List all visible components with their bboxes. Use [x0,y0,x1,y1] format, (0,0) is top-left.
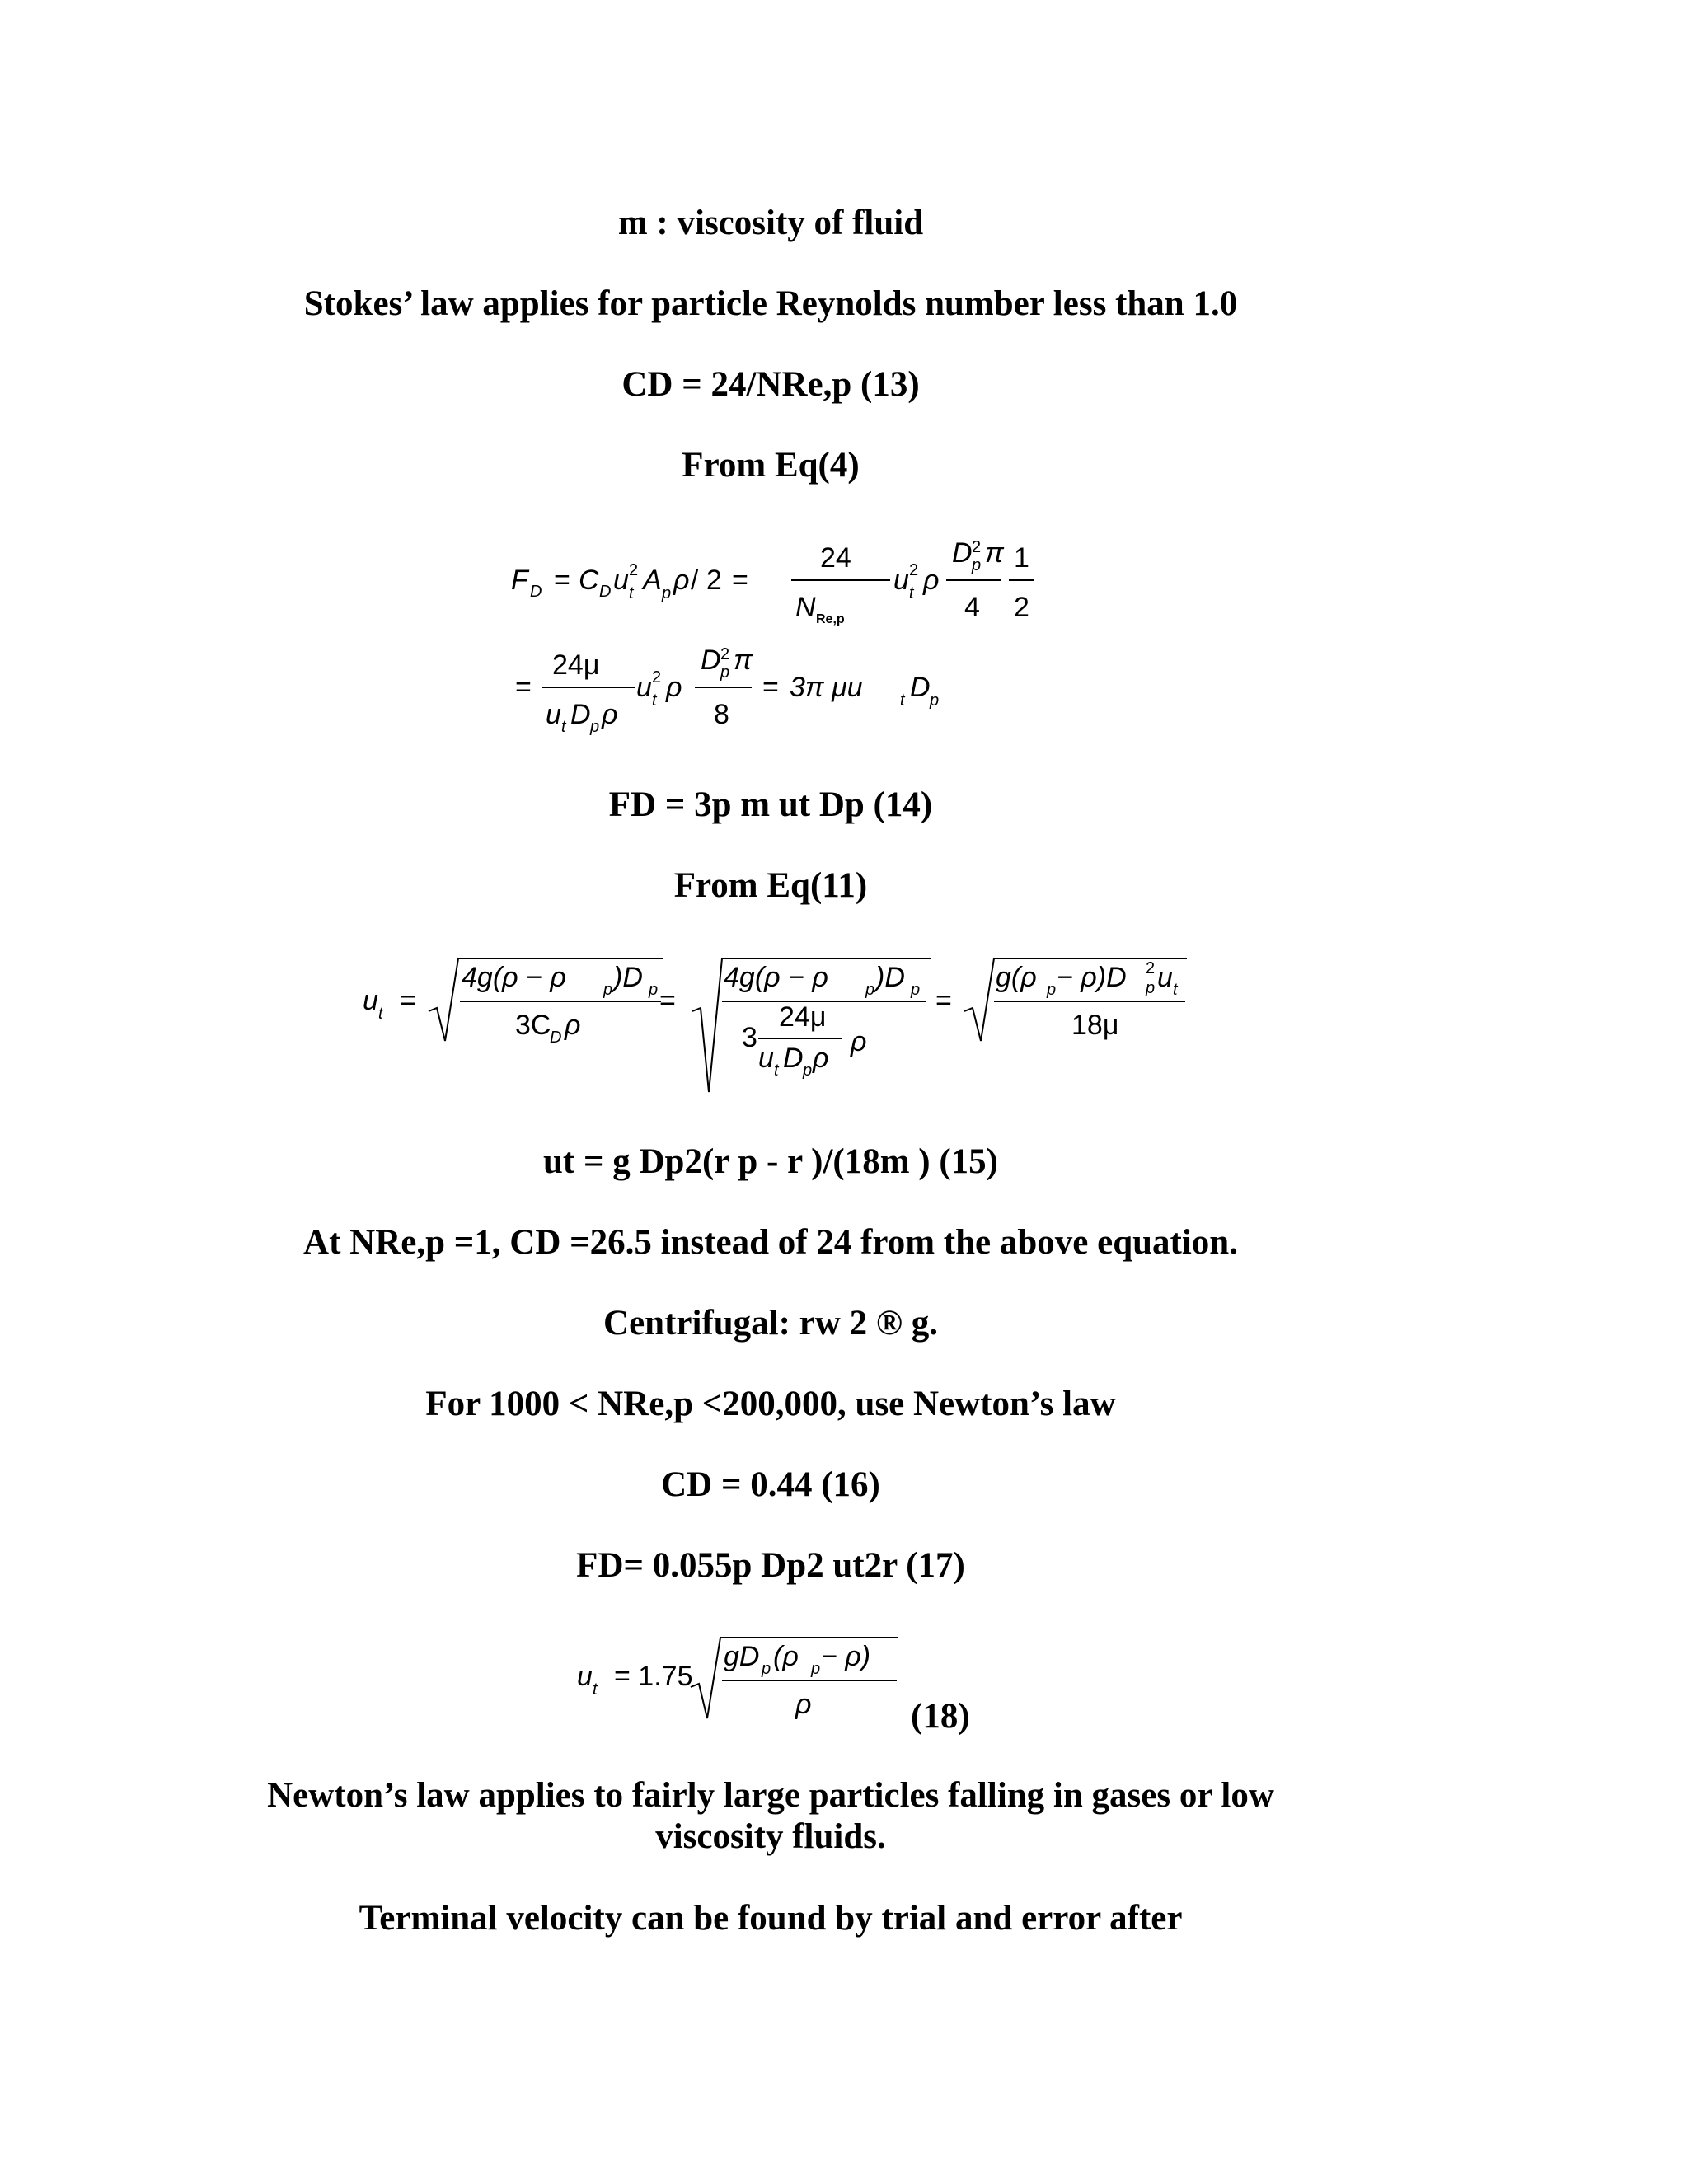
svg-text:π: π [734,644,753,676]
text-centrifugal: Centrifugal: rw 2 ® g. [603,1304,938,1343]
svg-text:=: = [762,672,779,703]
svg-text:u: u [1157,962,1173,993]
formula-drag-force-simplified [511,635,973,750]
svg-text:t: t [909,584,914,602]
svg-text:Re,p: Re,p [816,612,845,626]
text-viscosity: m : viscosity of fluid [617,204,924,242]
equation-14: FD = 3p m ut Dp (14) [608,785,933,824]
svg-text:t: t [652,691,657,710]
svg-text:p: p [1047,981,1057,999]
svg-text:=: = [935,985,952,1016]
svg-text:p: p [972,556,982,574]
equation-17: FD= 0.055p Dp2 ut2r (17) [576,1546,965,1585]
svg-text:=: = [554,565,570,596]
svg-text:ρ: ρ [602,699,618,730]
svg-text:=: = [515,672,532,703]
svg-text:u: u [577,1661,593,1692]
svg-text:p: p [865,981,875,999]
text-stokes-law: Stokes’ law applies for particle Reynolds number less than 1.0 [303,284,1238,323]
formula-newton-velocity [569,1628,915,1735]
svg-text:t: t [774,1062,779,1080]
svg-text:u: u [363,985,378,1016]
svg-text:2: 2 [909,561,919,579]
svg-text:u: u [613,565,629,596]
svg-text:24μ: 24μ [779,1001,827,1033]
svg-text:ρ: ρ [673,565,690,596]
svg-text:(ρ: (ρ [773,1641,799,1672]
svg-text:p: p [811,1660,821,1678]
equation-16: CD = 0.44 (16) [661,1465,880,1504]
svg-text:p: p [930,691,940,710]
svg-text:p: p [720,663,730,682]
svg-text:D: D [599,583,612,601]
svg-text:ρ: ρ [813,1043,829,1074]
svg-text:ρ: ρ [565,1010,581,1041]
svg-text:)D: )D [613,962,643,993]
svg-text:4g(ρ − ρ: 4g(ρ − ρ [724,962,828,993]
text-from-eq4: From Eq(4) [682,446,860,485]
svg-text:4: 4 [964,592,980,623]
svg-text:N: N [795,592,816,623]
svg-text:− ρ)D: − ρ)D [1057,962,1127,993]
svg-text:π: π [985,537,1004,569]
svg-text:3C: 3C [515,1010,551,1041]
svg-text:p: p [762,1660,771,1678]
svg-text:/ 2: / 2 [691,565,722,596]
svg-text:2: 2 [972,538,982,556]
svg-text:D: D [701,644,721,676]
svg-text:p: p [1146,979,1156,997]
svg-text:ρ: ρ [795,1689,812,1720]
svg-text:= 1.75: = 1.75 [614,1661,693,1692]
svg-text:1: 1 [1014,542,1029,574]
svg-text:18μ: 18μ [1071,1010,1119,1041]
text-newtons-law-applies-2: viscosity fluids. [655,1817,886,1856]
svg-text:2: 2 [652,668,662,687]
text-from-eq11: From Eq(11) [673,866,868,905]
svg-text:ρ: ρ [851,1026,867,1057]
svg-text:p: p [590,718,600,736]
text-nre-note: At NRe,p =1, CD =26.5 instead of 24 from the above equation. [303,1223,1238,1262]
svg-text:t: t [629,584,634,602]
svg-text:24: 24 [820,542,851,574]
equation-13: CD = 24/NRe,p (13) [621,365,920,404]
svg-text:g(ρ: g(ρ [996,962,1037,993]
svg-text:8: 8 [714,699,729,730]
formula-drag-force [503,527,1047,643]
svg-text:)D: )D [875,962,905,993]
svg-text:4g(ρ − ρ: 4g(ρ − ρ [462,962,566,993]
svg-text:ρ: ρ [923,565,940,596]
svg-text:t: t [378,1005,383,1023]
equation-18-tag: (18) [911,1697,970,1736]
svg-text:3π μu: 3π μu [790,672,863,703]
svg-text:u: u [546,699,561,730]
svg-text:t: t [593,1680,598,1699]
svg-text:D: D [570,699,591,730]
svg-text:p: p [603,981,613,999]
svg-text:2: 2 [1146,959,1156,977]
svg-text:p: p [649,981,659,999]
svg-text:p: p [803,1062,813,1080]
svg-text:2: 2 [629,561,639,579]
svg-text:u: u [893,565,909,596]
svg-text:ρ: ρ [666,672,682,703]
svg-text:t: t [900,691,905,710]
svg-text:D: D [910,672,931,703]
svg-text:A: A [643,565,662,596]
svg-text:u: u [758,1043,774,1074]
svg-text:D: D [550,1029,562,1047]
svg-text:− ρ): − ρ) [821,1641,871,1672]
svg-text:p: p [911,981,921,999]
svg-text:=: = [400,985,416,1016]
text-newtons-law-range: For 1000 < NRe,p <200,000, use Newton’s law [425,1385,1116,1423]
svg-text:D: D [952,537,973,569]
svg-text:p: p [662,584,672,602]
svg-text:t: t [561,718,566,736]
formula-terminal-velocity [354,944,1195,1100]
svg-text:gD: gD [724,1641,760,1672]
svg-text:2: 2 [1014,592,1029,623]
svg-text:C: C [579,565,599,596]
svg-text:D: D [530,583,542,601]
text-terminal-velocity: Terminal velocity can be found by trial and error after [359,1899,1183,1938]
svg-text:=: = [659,985,676,1016]
svg-text:F: F [511,565,528,596]
equation-15: ut = g Dp2(r p - r )/(18m ) (15) [543,1142,998,1181]
svg-text:2: 2 [720,645,730,663]
text-newtons-law-applies-1: Newton’s law applies to fairly large particles falling in gases or low [267,1776,1274,1815]
svg-text:t: t [1173,981,1178,999]
svg-text:D: D [783,1043,804,1074]
svg-text:24μ: 24μ [552,649,600,681]
svg-text:u: u [636,672,652,703]
svg-text:3: 3 [742,1022,757,1053]
svg-text:=: = [732,565,748,596]
